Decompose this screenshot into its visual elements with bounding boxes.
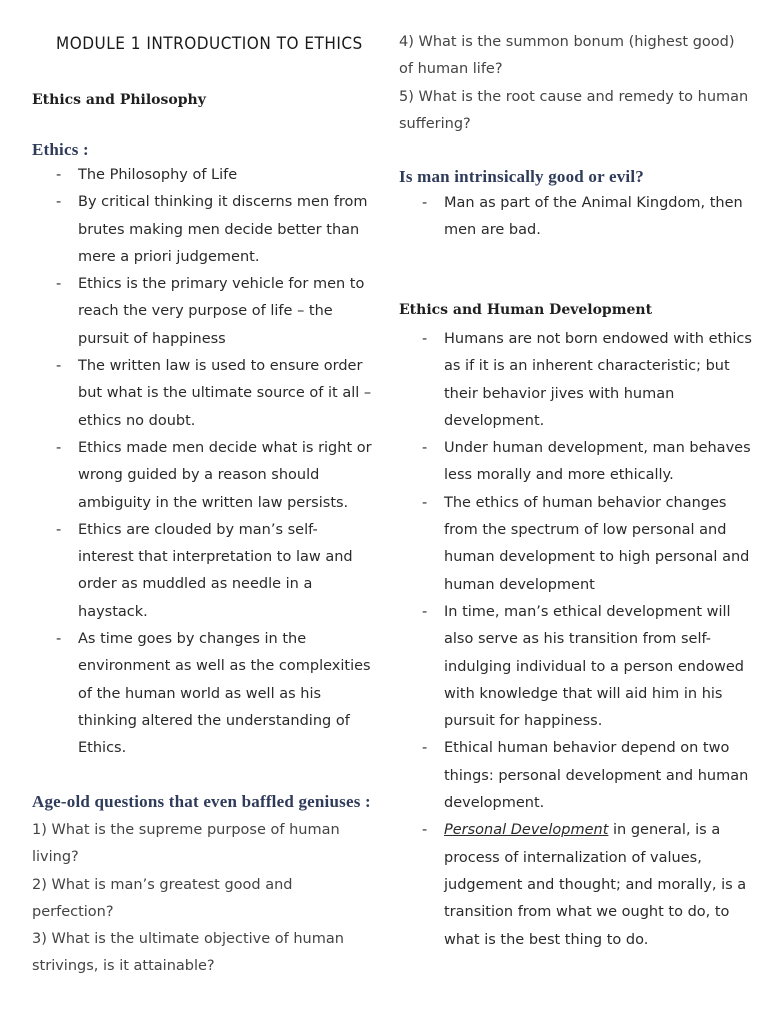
list-item <box>56 353 372 435</box>
list-item-text: Ethics are clouded by man’s self-interest that interpretation to law and order as muddled as needle in a haystack. <box>78 521 353 620</box>
bullet-dash: - <box>422 494 428 511</box>
question-item: 5) What is the root cause and remedy to human suffering? <box>399 88 749 132</box>
bullet-dash: - <box>56 521 62 538</box>
list-item <box>56 517 372 626</box>
bullet-dash: - <box>422 195 428 211</box>
list-item-text <box>444 822 746 947</box>
list-item-text: The ethics of human behavior changes from the spectrum of low personal and human development to high personal and human development <box>444 494 750 593</box>
bullet-dash: - <box>422 822 428 839</box>
list-item-text: Ethical human behavior depend on two things: personal development and human development. <box>444 740 749 812</box>
ethics-list <box>56 162 372 763</box>
bullet-dash: - <box>56 631 62 648</box>
list-item <box>56 189 372 271</box>
list-item <box>422 490 758 599</box>
list-item-text: Ethics made men decide what is right or wrong guided by a reason should ambiguity in the written law persists. <box>78 439 372 511</box>
good-or-evil-heading: Is man intrinsically good or evil? <box>399 167 644 186</box>
bullet-dash: - <box>422 440 428 457</box>
list-item <box>422 190 752 245</box>
section-subheading-human-development: Ethics and Human Development <box>399 302 653 318</box>
age-old-questions-list <box>32 817 372 981</box>
bullet-dash: - <box>422 603 428 620</box>
list-item <box>56 162 372 189</box>
bullet-dash: - <box>56 194 62 211</box>
list-item-text: In time, man’s ethical development will also serve as his transition from self-indulging individual to a person endowed with knowledge that will aid him in his pursuit for happiness. <box>444 603 744 730</box>
human-development-list <box>422 326 758 954</box>
question-item: 2) What is man’s greatest good and perfection? <box>32 876 293 920</box>
list-item <box>422 435 758 490</box>
list-item-text: By critical thinking it discerns men from brutes making men decide better than mere a priori judgement. <box>78 194 368 265</box>
personal-development-term: Personal Development <box>444 822 609 839</box>
section-subheading-ethics-philosophy: Ethics and Philosophy <box>32 92 206 108</box>
personal-development-definition: in general, is a process of internalization of values, judgement and thought; and morally, is a transition from what we ought to do, to what is the best thing to do. <box>444 822 747 948</box>
bullet-dash: - <box>56 439 62 456</box>
age-old-questions-continued <box>399 29 749 138</box>
good-or-evil-list <box>422 190 752 245</box>
list-item-text: Under human development, man behaves less morally and more ethically. <box>444 440 751 484</box>
bullet-dash: - <box>56 276 62 293</box>
list-item-text: Man as part of the Animal Kingdom, then men are bad. <box>444 195 743 239</box>
bullet-dash: - <box>56 167 62 183</box>
list-item <box>422 817 758 953</box>
question-item: 4) What is the summon bonum (highest good) of human life? <box>399 34 735 78</box>
list-item <box>422 735 758 817</box>
list-item <box>56 435 372 517</box>
list-item <box>56 271 372 353</box>
ethics-heading: Ethics : <box>32 140 89 159</box>
question-item: 3) What is the ultimate objective of human strivings, is it attainable? <box>32 931 344 975</box>
list-item <box>56 626 372 762</box>
bullet-dash: - <box>56 358 62 375</box>
bullet-dash: - <box>422 331 428 347</box>
list-item <box>422 599 758 735</box>
page-title: MODULE 1 INTRODUCTION TO ETHICS <box>56 34 363 54</box>
question-item: 1) What is the supreme purpose of human living? <box>32 822 340 866</box>
list-item-text: As time goes by changes in the environment as well as the complexities of the human world as well as his thinking altered the understanding of Ethics. <box>78 631 371 757</box>
list-item <box>422 326 758 435</box>
list-item-text: Ethics is the primary vehicle for men to reach the very purpose of life – the pursuit of happiness <box>78 276 365 347</box>
list-item-text: The Philosophy of Life <box>78 167 238 183</box>
bullet-dash: - <box>422 740 428 757</box>
list-item-text: Humans are not born endowed with ethics as if it is an inherent characteristic; but their behavior jives with human development. <box>444 331 752 429</box>
age-old-questions-heading: Age-old questions that even baffled geniuses : <box>32 792 371 811</box>
list-item-text: The written law is used to ensure order but what is the ultimate source of it all – ethics no doubt. <box>78 358 372 429</box>
